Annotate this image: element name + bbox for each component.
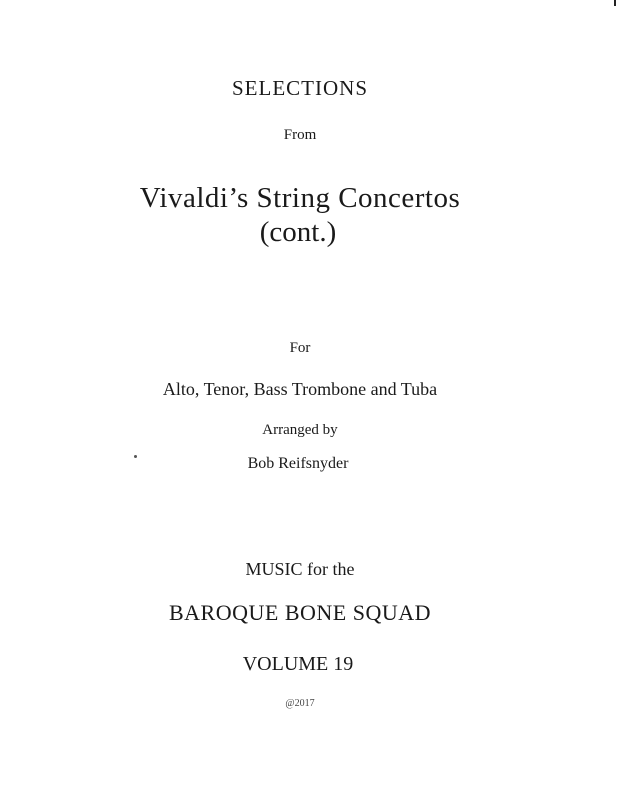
copyright-notice: @2017 (285, 698, 315, 709)
arranged-by-label: Arranged by (262, 422, 338, 438)
volume-number: VOLUME 19 (242, 653, 354, 675)
series-prefix: MUSIC for the (245, 559, 355, 579)
selections-heading: SELECTIONS (232, 76, 368, 100)
work-title-continued: (cont.) (259, 216, 337, 248)
arranger-name: Bob Reifsnyder (247, 455, 349, 472)
ensemble-name: BAROQUE BONE SQUAD (168, 600, 431, 625)
scan-speck (134, 455, 137, 458)
work-title: Vivaldi’s String Concertos (139, 182, 461, 214)
instrumentation: Alto, Tenor, Bass Trombone and Tuba (162, 379, 438, 399)
from-label: From (283, 127, 317, 143)
scan-edge-mark (614, 0, 616, 6)
for-label: For (289, 340, 311, 356)
